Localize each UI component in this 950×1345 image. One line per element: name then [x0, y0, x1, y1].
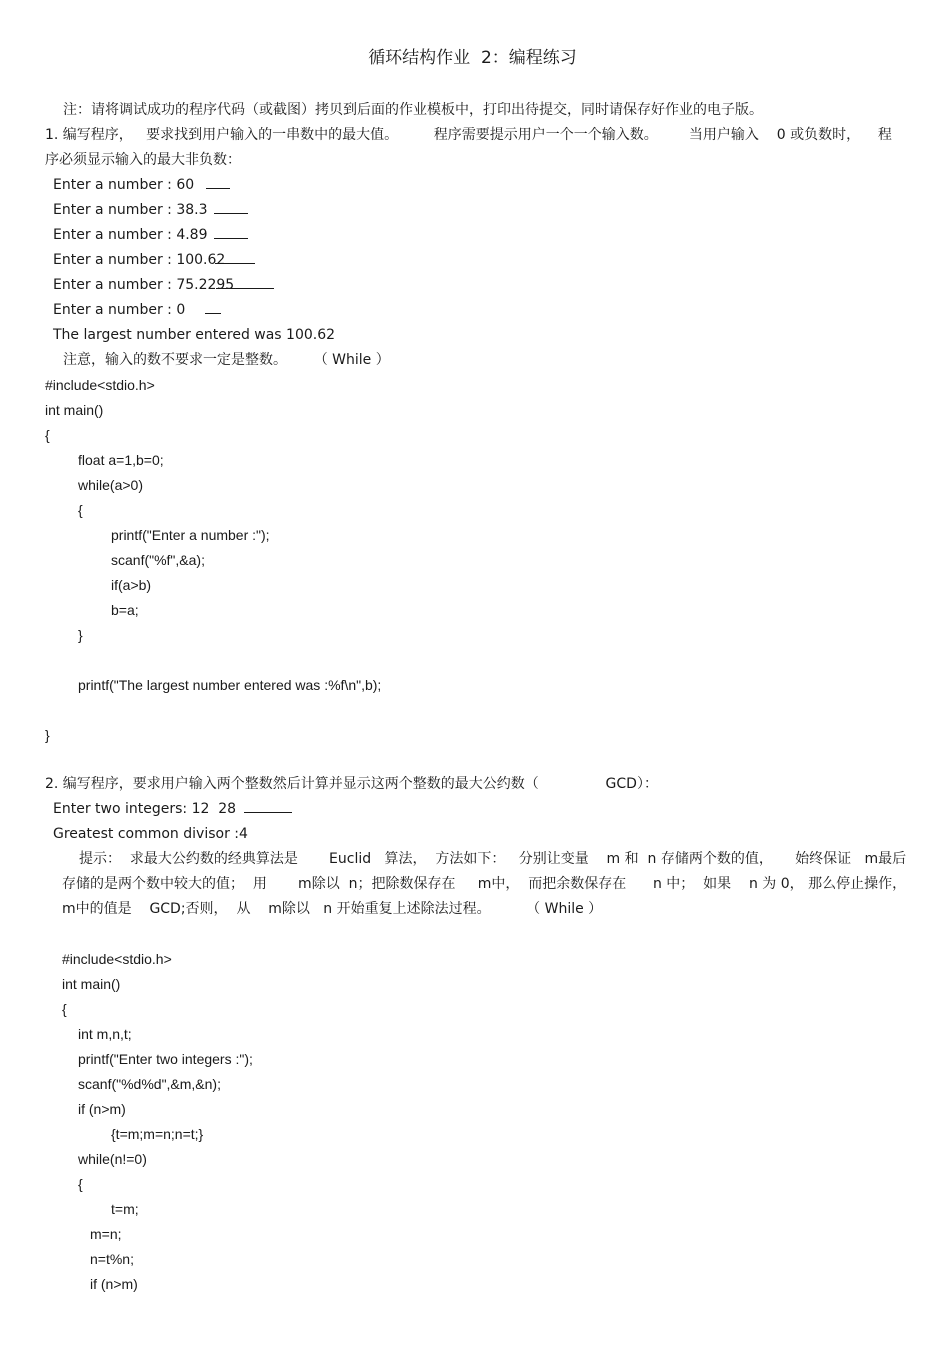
note-text: 注：请将调试成功的程序代码（或截图）拷贝到后面的作业模板中，打印出待提交，同时请保存好作业的电子版。 — [63, 102, 763, 118]
code-line: #include<stdio.h> — [62, 951, 172, 967]
q1-sample-line — [53, 301, 221, 319]
q2-hint-cont: m中的值是 GCD;否则， 从 m除以 n 开始重复上述除法过程。 （ While ） — [62, 901, 603, 917]
q2-sample-result: Greatest common divisor :4 — [53, 826, 248, 842]
q2-description: 2. 编写程序，要求用户输入两个整数然后计算并显示这两个整数的最大公约数（ GCD）： — [45, 776, 658, 792]
q1-sample-line — [53, 201, 248, 219]
code-line: printf("Enter a number :"); — [111, 527, 270, 543]
code-line: if (n>m) — [90, 1276, 138, 1292]
input-underline — [215, 251, 255, 264]
code-line: float a=1,b=0; — [78, 452, 164, 468]
code-line: #include<stdio.h> — [45, 377, 155, 393]
sample-text: Enter a number : 75.2295 — [53, 277, 235, 293]
q2-hint-cont: 存储的是两个数中较大的值； 用 m除以 n；把除数保存在 m中， 而把余数保存在 n 中； 如果 n 为 0， 那么停止操作， — [62, 876, 907, 892]
code-line: scanf("%d%d",&m,&n); — [78, 1076, 221, 1092]
q1-description: 1. 编写程序， 要求找到用户输入的一串数中的最大值。 程序需要提示用户一个一个输入数。 当用户输入 0 或负数时， 程 — [45, 127, 892, 143]
code-line: if(a>b) — [111, 577, 152, 593]
sample-text: Enter a number : 100.62 — [53, 252, 226, 268]
code-line: { — [45, 427, 50, 443]
sample-text: Enter a number : 38.3 — [53, 202, 208, 218]
input-underline — [214, 226, 248, 239]
q1-sample-line — [53, 226, 248, 244]
q1-sample-line — [53, 176, 230, 194]
code-line: while(n!=0) — [78, 1151, 147, 1167]
code-line: int main() — [62, 976, 121, 992]
code-line: { — [78, 1176, 83, 1192]
q1-remark: 注意，输入的数不要求一定是整数。 （ While ） — [63, 352, 390, 368]
sample-text: Enter a number : 60 — [53, 177, 195, 193]
code-line: { — [62, 1001, 67, 1017]
code-line: printf("Enter two integers :"); — [78, 1051, 253, 1067]
input-underline — [205, 301, 221, 314]
q1-sample-line — [53, 276, 274, 294]
sample-text: Enter a number : 4.89 — [53, 227, 208, 243]
code-line: if (n>m) — [78, 1101, 126, 1117]
sample-text: Enter two integers: 12 28 — [53, 801, 237, 817]
code-line: t=m; — [111, 1201, 139, 1217]
input-underline — [206, 176, 230, 189]
q1-sample-line — [53, 251, 255, 269]
input-underline — [216, 276, 274, 289]
input-underline — [214, 201, 248, 214]
code-line: } — [45, 727, 50, 743]
q1-result: The largest number entered was 100.62 — [53, 327, 336, 343]
sample-text: Enter a number : 0 — [53, 302, 186, 318]
code-line: scanf("%f",&a); — [111, 552, 205, 568]
code-line: { — [78, 502, 83, 518]
code-line: m=n; — [90, 1226, 122, 1242]
q1-description-cont: 序必须显示输入的最大非负数： — [45, 152, 241, 168]
code-line: int main() — [45, 402, 104, 418]
code-line: int m,n,t; — [78, 1026, 132, 1042]
code-line: } — [78, 627, 83, 643]
code-line: b=a; — [111, 602, 139, 618]
code-line: printf("The largest number entered was :%f\n",b); — [78, 677, 382, 693]
page-title: 循环结构作业 2：编程练习 — [368, 48, 577, 68]
code-line: {t=m;m=n;n=t;} — [111, 1126, 204, 1142]
code-line: while(a>0) — [78, 477, 143, 493]
input-underline — [244, 800, 292, 813]
q2-sample-line — [53, 800, 292, 818]
code-line: n=t%n; — [90, 1251, 134, 1267]
q2-hint: 提示： 求最大公约数的经典算法是 Euclid 算法， 方法如下： 分别让变量 m 和 n 存储两个数的值， 始终保证 m最后 — [79, 851, 907, 867]
